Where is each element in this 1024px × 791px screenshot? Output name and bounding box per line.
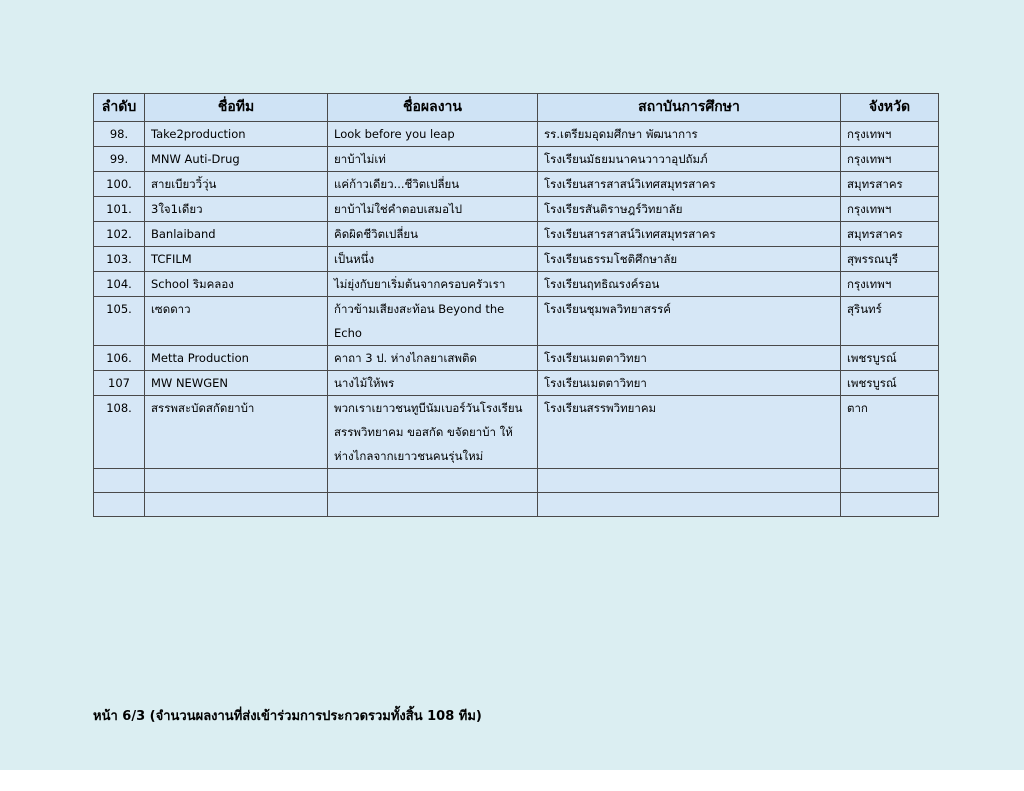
cell-province: เพชรบูรณ์ bbox=[841, 371, 939, 396]
header-team-name: ชื่อทีม bbox=[145, 94, 328, 122]
cell-empty bbox=[94, 493, 145, 517]
table-row-empty bbox=[94, 469, 939, 493]
cell-province: กรุงเทพฯ bbox=[841, 122, 939, 147]
cell-team-name: MW NEWGEN bbox=[145, 371, 328, 396]
table-row bbox=[94, 346, 939, 371]
cell-institution: โรงเรียนเมตตาวิทยา bbox=[538, 346, 841, 371]
cell-order: 105. bbox=[94, 297, 145, 346]
cell-order: 107 bbox=[94, 371, 145, 396]
header-institution: สถาบันการศึกษา bbox=[538, 94, 841, 122]
cell-empty bbox=[841, 469, 939, 493]
cell-province: สมุทรสาคร bbox=[841, 172, 939, 197]
cell-work-title: ไม่ยุ่งกับยาเริ่มต้นจากครอบครัวเรา bbox=[328, 272, 538, 297]
table-row bbox=[94, 222, 939, 247]
cell-work-title: ยาบ้าไม่เท่ bbox=[328, 147, 538, 172]
cell-institution: โรงเรียนฤทธิณรงค์รอน bbox=[538, 272, 841, 297]
cell-order: 108. bbox=[94, 396, 145, 469]
cell-team-name: TCFILM bbox=[145, 247, 328, 272]
cell-province: สุพรรณบุรี bbox=[841, 247, 939, 272]
cell-work-title: แค่ก้าวเดียว...ชีวิตเปลี่ยน bbox=[328, 172, 538, 197]
cell-empty bbox=[94, 469, 145, 493]
cell-province: สุรินทร์ bbox=[841, 297, 939, 346]
cell-work-title: ยาบ้าไม่ใช่คำตอบเสมอไป bbox=[328, 197, 538, 222]
cell-institution: โรงเรียนชุมพลวิทยาสรรค์ bbox=[538, 297, 841, 346]
cell-province: กรุงเทพฯ bbox=[841, 272, 939, 297]
cell-institution: โรงเรียรสันติราษฎร์วิทยาลัย bbox=[538, 197, 841, 222]
cell-work-title: นางไม้ให้พร bbox=[328, 371, 538, 396]
cell-team-name: Metta Production bbox=[145, 346, 328, 371]
header-order: ลำดับ bbox=[94, 94, 145, 122]
cell-order: 99. bbox=[94, 147, 145, 172]
cell-work-title: ก้าวข้ามเสียงสะท้อน Beyond the Echo bbox=[328, 297, 538, 346]
cell-empty bbox=[841, 493, 939, 517]
cell-work-title: เป็นหนึ่ง bbox=[328, 247, 538, 272]
cell-order: 102. bbox=[94, 222, 145, 247]
cell-team-name: Take2production bbox=[145, 122, 328, 147]
cell-team-name: School ริมคลอง bbox=[145, 272, 328, 297]
table-row bbox=[94, 122, 939, 147]
cell-order: 101. bbox=[94, 197, 145, 222]
table-row bbox=[94, 197, 939, 222]
cell-institution: โรงเรียนธรรมโชติศึกษาลัย bbox=[538, 247, 841, 272]
table-row bbox=[94, 172, 939, 197]
cell-institution: โรงเรียนมัธยมนาคนวาวาอุปถัมภ์ bbox=[538, 147, 841, 172]
cell-institution: โรงเรียนเมตตาวิทยา bbox=[538, 371, 841, 396]
cell-province: กรุงเทพฯ bbox=[841, 147, 939, 172]
cell-order: 98. bbox=[94, 122, 145, 147]
cell-institution: โรงเรียนสารสาสน์วิเทศสมุทรสาคร bbox=[538, 222, 841, 247]
cell-team-name: สายเบียววิ้วุ่น bbox=[145, 172, 328, 197]
table-row bbox=[94, 297, 939, 346]
table-row bbox=[94, 371, 939, 396]
cell-empty bbox=[145, 493, 328, 517]
table-header-row bbox=[94, 94, 939, 122]
cell-empty bbox=[328, 493, 538, 517]
cell-team-name: เซดดาว bbox=[145, 297, 328, 346]
cell-institution: รร.เตรียมอุดมศึกษา พัฒนาการ bbox=[538, 122, 841, 147]
cell-team-name: สรรพสะบัดสกัดยาบ้า bbox=[145, 396, 328, 469]
cell-empty bbox=[328, 469, 538, 493]
page-footer-note: หน้า 6/3 (จำนวนผลงานที่ส่งเข้าร่วมการประกวดรวมทั้งสิ้น 108 ทีม) bbox=[93, 709, 482, 724]
cell-work-title: พวกเราเยาวชนทูบีนัมเบอร์วันโรงเรียนสรรพวิทยาคม ขอสกัด ขจัดยาบ้า ให้ห่างไกลจากเยาวชนคนรุ่นใหม่ bbox=[328, 396, 538, 469]
cell-province: เพชรบูรณ์ bbox=[841, 346, 939, 371]
cell-work-title: Look before you leap bbox=[328, 122, 538, 147]
table-row bbox=[94, 247, 939, 272]
table-row bbox=[94, 147, 939, 172]
cell-province: ตาก bbox=[841, 396, 939, 469]
cell-province: สมุทรสาคร bbox=[841, 222, 939, 247]
cell-team-name: 3ใจ1เดียว bbox=[145, 197, 328, 222]
cell-empty bbox=[145, 469, 328, 493]
cell-province: กรุงเทพฯ bbox=[841, 197, 939, 222]
cell-order: 100. bbox=[94, 172, 145, 197]
cell-team-name: MNW Auti-Drug bbox=[145, 147, 328, 172]
table-row bbox=[94, 396, 939, 469]
header-province: จังหวัด bbox=[841, 94, 939, 122]
cell-order: 103. bbox=[94, 247, 145, 272]
table-row bbox=[94, 272, 939, 297]
cell-work-title: คาถา 3 ป. ห่างไกลยาเสพติด bbox=[328, 346, 538, 371]
cell-order: 104. bbox=[94, 272, 145, 297]
table-row-empty bbox=[94, 493, 939, 517]
header-work-title: ชื่อผลงาน bbox=[328, 94, 538, 122]
cell-empty bbox=[538, 469, 841, 493]
cell-work-title: คิดผิดชีวิตเปลี่ยน bbox=[328, 222, 538, 247]
cell-team-name: Banlaiband bbox=[145, 222, 328, 247]
cell-order: 106. bbox=[94, 346, 145, 371]
cell-institution: โรงเรียนสรรพวิทยาคม bbox=[538, 396, 841, 469]
entries-table bbox=[93, 93, 939, 517]
cell-empty bbox=[538, 493, 841, 517]
cell-institution: โรงเรียนสารสาสน์วิเทศสมุทรสาคร bbox=[538, 172, 841, 197]
